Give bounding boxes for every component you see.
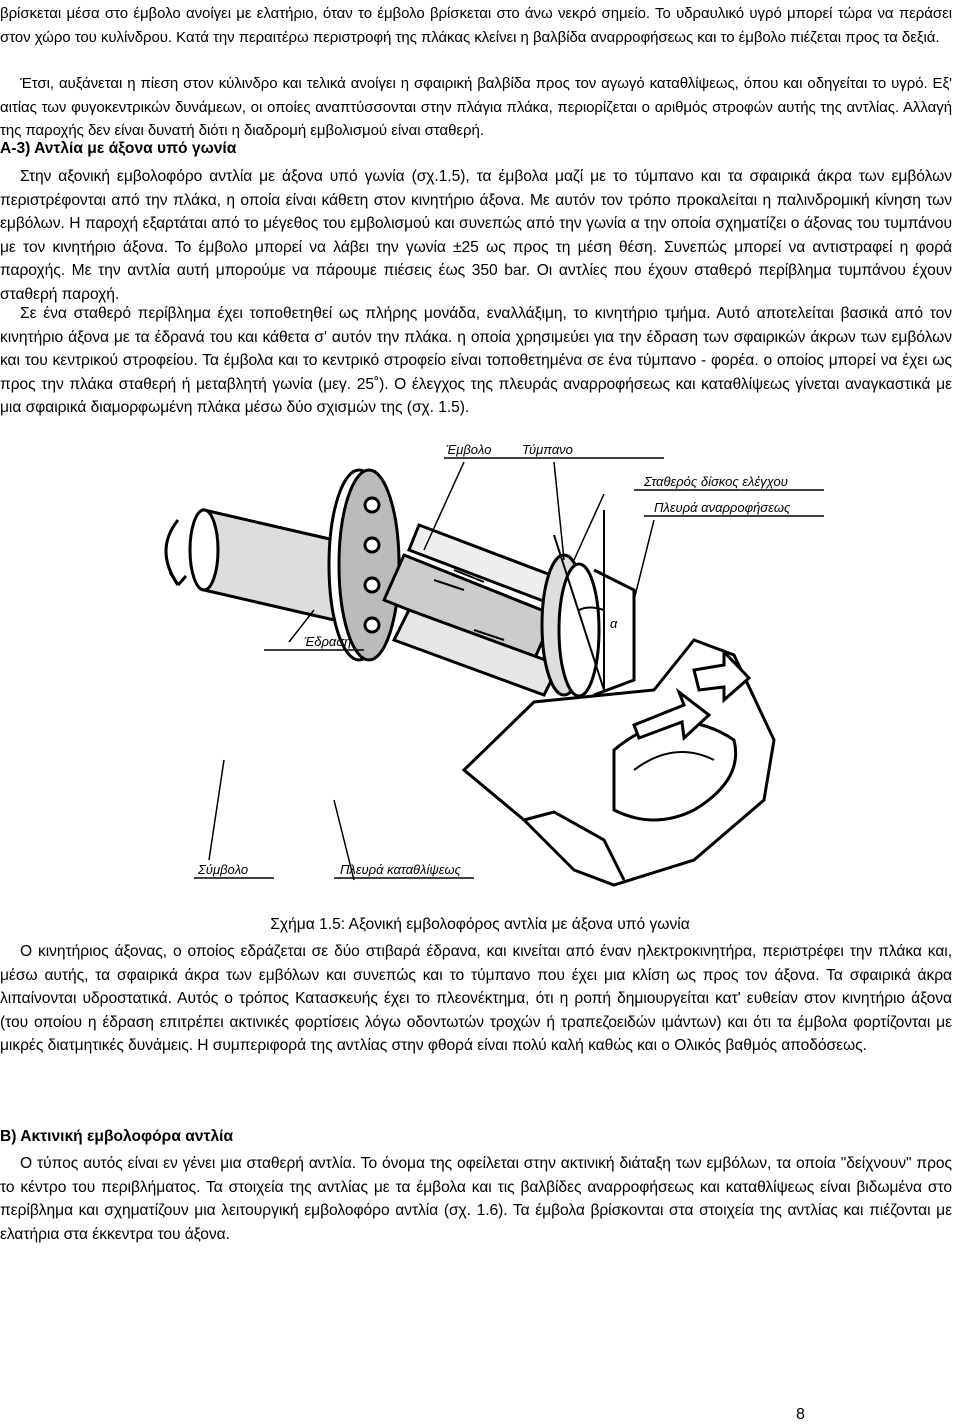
drive-plate xyxy=(329,470,399,660)
paragraph-6: Ο τύπος αυτός είναι εν γένει μια σταθερή αντλία. Το όνομα της οφείλεται στην ακτινική διάταξη των εμβόλων, τα οποία "δείχνουν" προς το κέντρο του περιβλήματος. Τα στοιχεία της αντλίας με τα έμβολα και τις βαλβίδες αναρροφήσεως και καταθλίψεως είναι βιδωμένα στο περίβλημα και σχηματίζουν μια λειτουργική εμβολοφόρο αντλία (σχ. 1.6). Τα έμβολα βρίσκονται στα στοιχεία της αντλίας και πιέζονται με ελατήρια στα έκκεντρα του άξονα. xyxy=(0,1155,952,1243)
figure-caption: Σχήμα 1.5: Αξονική εμβολοφόρος αντλία με άξονα υπό γωνία xyxy=(270,916,690,933)
label-edrasi: Έδραση xyxy=(304,634,352,649)
paragraph-5: Ο κινητήριος άξονας, ο οποίος εδράζεται σε δύο στιβαρά έδρανα, και κινείται από έναν ηλεκτροκινητήρα, περιστρέφει την πλάκα και, μέσω αυτής, τα σφαιρικά άκρα των εμβόλων και συνεπώς και το τύμπανο που έχει μια κλίση ως προς τον άξονα. Τα σφαιρικά άκρα λιπαίνονται υδροστατικά. Αυτός ο τρόπος Κατασκευής έχει το πλεονέκτημα, ότι η ροπή δημιουργείται κατ' ευθείαν στον κινητήριο άξονα (του οποίου η έδραση επιτρέπει ακτινικές φορτίσεις λόγω οδοντωτών τροχών ή τραπεζοειδών ιμάντων) και ότι τα έμβολα φορτίζονται με μικρές διατμητικές δυνάμεις. Η συμπεριφορά της αντλίας στην φθορά είναι πολύ καλή καθώς και ο Ολικός βαθμός αποδόσεως. xyxy=(0,943,952,1054)
paragraph-2: Έτσι, αυξάνεται η πίεση στον κύλινδρο και τελικά ανοίγει η σφαιρική βαλβίδα προς τον αγωγό καταθλίψεως, όπου και οδηγείται το υγρό. Εξ' αιτίας των φυγοκεντρικών δυνάμεων, οι οποίες αναπτύσσονται στην πλάγια πλάκα, περιορίζεται ο αριθμός στροφών αυτής της αντλίας. Αλλαγή της παροχής δεν είναι δυνατή διότι η διαδρομή εμβολισμού είναι σταθερή. xyxy=(0,75,952,139)
heading-a3: Α-3) Αντλία με άξονα υπό γωνία xyxy=(0,140,237,157)
label-symvolo: Σύμβολο xyxy=(198,862,249,877)
label-diskos: Σταθερός δίσκος ελέγχου xyxy=(644,474,788,489)
page-number: 8 xyxy=(796,1406,805,1423)
alpha-label: α xyxy=(610,616,618,631)
paragraph-4: Σε ένα σταθερό περίβλημα έχει τοποθετηθεί ως πλήρης μονάδα, εναλλάξιμη, το κινητήριο τμήμα. Αυτό αποτελείται βασικά από τον κινητήριο άξονα με τα έδρανά του και κάθετα σ' αυτόν την πλάκα. η οποία χρησιμεύει για την έδραση των σφαιρικών άκρων των εμβόλων και του κεντρικού στροφείου. Τα έμβολα και το κεντρικό στροφείο είναι τοποθετημένα σε ένα τύμπανο - φορέα. ο οποίος μπορεί να έχει ως προς την πλάκα σταθερή ή μεταβλητή γωνία (μεγ. 25˚). Ο έλεγχος της πλευράς αναρροφήσεως και καταθλίψεως γίνεται αναγκαστικά με μια σφαιρικά διαμορφωμένη πλάκα μέσω δύο σχισμών της (σχ. 1.5). xyxy=(0,305,952,416)
label-embolo: Έμβολο xyxy=(446,442,492,457)
label-tympano: Τύμπανο xyxy=(522,442,573,457)
paragraph-3: Στην αξονική εμβολοφόρο αντλία με άξονα υπό γωνία (σχ.1.5), τα έμβολα μαζί με το τύμπανο και τα σφαιρικά άκρα των εμβόλων περιστρέφονται από την πλάκα, η οποία είναι κάθετη στον κινητήριο άξονα. Με αυτόν τον τρόπο προκαλείται η παλινδρομική κίνηση των εμβόλων. Η παροχή εξαρτάται από το μέγεθος του εμβολισμού και συνεπώς από την γωνία α την οποία σχηματίζει ο άξονας του τυμπάνου με τον κινητήριο άξονα. Το έμβολο μπορεί να λάβει την γωνία ±25 ως προς τη μέση θέση. Συνεπώς μπορεί να αντιστραφεί η φορά παροχής. Με την αντλία αυτή μπορούμε να πάρουμε πιέσεις έως 350 bar. Οι αντλίες που έχουν σταθερό περίβλημα τυμπάνου έχουν σταθερή παροχή. xyxy=(0,168,952,303)
pump-figure xyxy=(134,440,828,892)
paragraph-1: βρίσκεται μέσα στο έμβολο ανοίγει με ελατήριο, όταν το έμβολο βρίσκεται στο άνω νεκρό σημείο. Το υδραυλικό υγρό μπορεί τώρα να περάσει στον χώρο του κυλίνδρου. Κατά την περαιτέρω περιστροφή της πλάκας κλείνει η βαλβίδα αναρροφήσεως και το έμβολο πιέζεται προς τα δεξιά. xyxy=(0,5,952,46)
label-anarrofisi: Πλευρά αναρροφήσεως xyxy=(654,500,791,515)
label-katathlipsi: Πλευρά καταθλίψεως xyxy=(340,862,461,877)
heading-b: Β) Ακτινική εμβολοφόρα αντλία xyxy=(0,1128,234,1145)
